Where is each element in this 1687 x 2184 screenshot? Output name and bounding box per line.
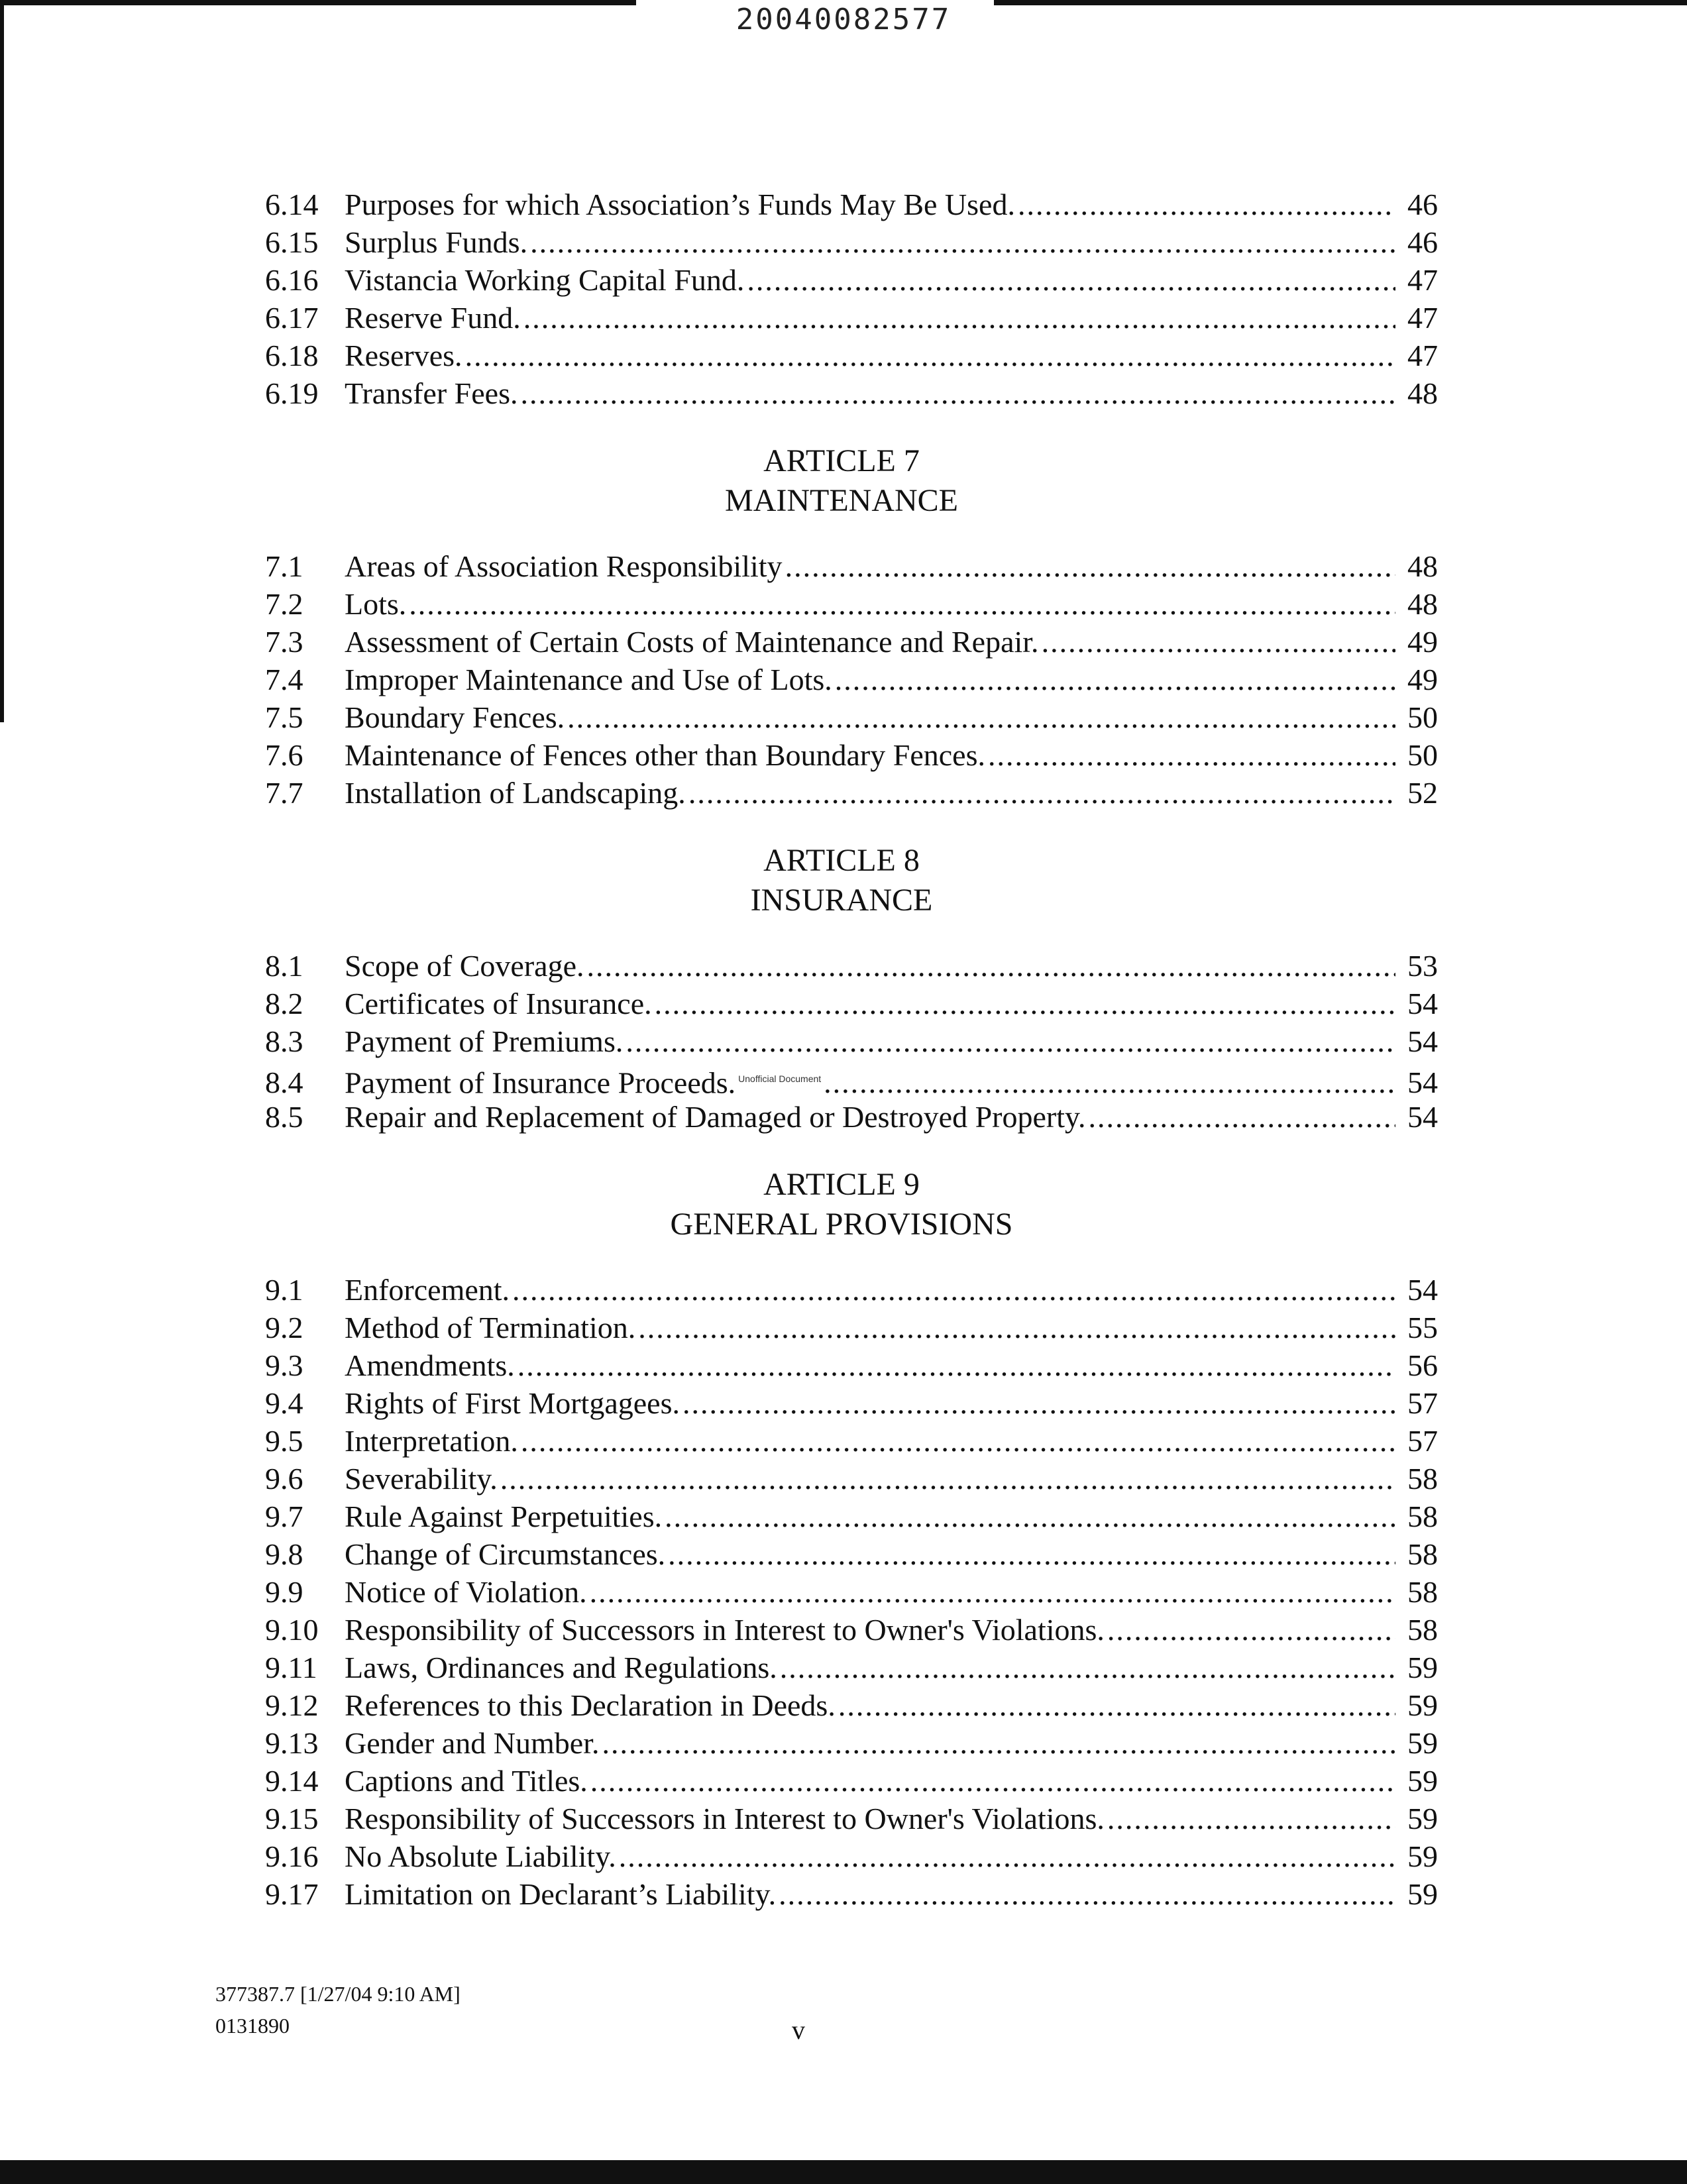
toc-section-title (345, 1875, 776, 1913)
dot-leader (665, 1498, 1395, 1535)
toc-section-number: 9.5 (265, 1424, 303, 1458)
dot-leader (567, 698, 1395, 736)
toc-entry (245, 261, 1438, 299)
toc-section-title-text: Lots. (345, 587, 407, 621)
toc-section-title (345, 774, 686, 812)
page-number: v (792, 2015, 805, 2045)
toc-section-title-text: Payment of Insurance Proceeds. (345, 1065, 736, 1100)
toc-section-number: 9.14 (265, 1764, 319, 1798)
toc-section-title (345, 1535, 665, 1573)
dot-leader (521, 374, 1396, 412)
dot-leader (668, 1535, 1395, 1573)
toc-section-title (345, 1724, 600, 1762)
toc-page-number: 50 (1407, 738, 1438, 772)
toc-entry (245, 585, 1438, 623)
toc-entry (245, 985, 1438, 1022)
toc-section-number: 9.10 (265, 1613, 319, 1647)
toc-section-title (345, 1573, 587, 1611)
toc-page-number: 58 (1407, 1537, 1438, 1571)
toc-section-title-text: Installation of Landscaping. (345, 776, 686, 810)
article-heading (245, 441, 1438, 521)
toc-section-title (345, 947, 584, 985)
toc-section-number: 8.3 (265, 1024, 303, 1058)
toc-section-title (345, 1460, 498, 1498)
toc-section-title (345, 261, 744, 299)
scan-border-left (0, 0, 4, 722)
toc-section-number: 9.15 (265, 1802, 319, 1835)
toc-section-number: 9.13 (265, 1726, 319, 1760)
toc-section-number: 9.3 (265, 1348, 303, 1382)
toc-section-title (345, 623, 1039, 661)
toc-section-number: 7.5 (265, 700, 303, 734)
toc-section-title-text: No Absolute Liability. (345, 1839, 616, 1873)
toc-entry (245, 1384, 1438, 1422)
toc-section-title (345, 1837, 616, 1875)
dot-leader (988, 736, 1395, 774)
footer-ref-line-2: 0131890 (215, 2014, 290, 2038)
toc-section-number: 6.14 (265, 188, 319, 221)
toc-section-number: 7.2 (265, 587, 303, 621)
toc-page-number: 52 (1407, 776, 1438, 810)
toc-entry (245, 299, 1438, 337)
toc-page-number: 54 (1407, 1100, 1438, 1134)
toc-entry (245, 1460, 1438, 1498)
toc-page-number: 58 (1407, 1613, 1438, 1647)
toc-section-title-text: Limitation on Declarant’s Liability. (345, 1877, 777, 1911)
toc-entry (245, 1346, 1438, 1384)
toc-page-number: 54 (1407, 1024, 1438, 1058)
toc-section-title-text: Scope of Coverage. (345, 949, 584, 983)
toc-section-title (345, 1611, 1105, 1649)
toc-section-title (345, 1098, 1086, 1136)
dot-leader (521, 1422, 1395, 1460)
toc-entry (245, 1686, 1438, 1724)
toc-section-number: 9.16 (265, 1839, 319, 1873)
dot-leader (1018, 186, 1395, 223)
toc-entry (245, 1800, 1438, 1837)
toc-section-title-text: Responsibility of Successors in Interest to Owner's Violations. (345, 1613, 1105, 1647)
toc-page-number: 54 (1407, 1273, 1438, 1307)
toc-section-number: 6.18 (265, 339, 319, 372)
toc-page-number: 59 (1407, 1802, 1438, 1835)
toc-page-number: 59 (1407, 1688, 1438, 1722)
dot-leader (590, 1573, 1395, 1611)
dot-leader (517, 1346, 1395, 1384)
toc-page-number: 54 (1407, 1065, 1438, 1100)
toc-page-number: 58 (1407, 1575, 1438, 1609)
toc-section-title-text: Payment of Premiums. (345, 1024, 624, 1058)
dot-leader (682, 1384, 1395, 1422)
toc-section-number: 7.1 (265, 549, 303, 583)
toc-entry (245, 223, 1438, 261)
toc-section-title-text: Improper Maintenance and Use of Lots. (345, 663, 832, 696)
toc-section-number: 9.2 (265, 1311, 303, 1344)
toc-section-title-text: Rule Against Perpetuities. (345, 1500, 663, 1533)
toc-section-title (345, 547, 783, 585)
toc-entry (245, 698, 1438, 736)
toc-page-number: 49 (1407, 625, 1438, 659)
toc-page-number: 59 (1407, 1764, 1438, 1798)
toc-section-title-text: Assessment of Certain Costs of Maintenance and Repair. (345, 625, 1039, 659)
unofficial-document-stamp: Unofficial Document (738, 1073, 822, 1084)
toc-page-number: 59 (1407, 1726, 1438, 1760)
dot-leader (590, 1762, 1395, 1800)
article-heading (245, 841, 1438, 920)
dot-leader (465, 337, 1395, 374)
toc-section-number: 9.1 (265, 1273, 303, 1307)
toc-section-number: 9.12 (265, 1688, 319, 1722)
toc-section-number: 9.17 (265, 1877, 319, 1911)
toc-section-number: 7.7 (265, 776, 303, 810)
dot-leader (1089, 1098, 1395, 1136)
toc-section-number: 8.1 (265, 949, 303, 983)
toc-page-number: 53 (1407, 949, 1438, 983)
toc-page-number: 50 (1407, 700, 1438, 734)
toc-section-title (345, 1022, 623, 1060)
toc-section-title-text: Repair and Replacement of Damaged or Destroyed Property. (345, 1100, 1086, 1134)
dot-leader (530, 223, 1395, 261)
toc-section-number: 6.15 (265, 225, 319, 259)
toc-entry (245, 623, 1438, 661)
toc-section-title (345, 1384, 680, 1422)
toc-section-number: 8.4 (265, 1065, 303, 1100)
dot-leader (602, 1724, 1396, 1762)
toc-entry (245, 1498, 1438, 1535)
toc-section-number: 9.8 (265, 1537, 303, 1571)
toc-entry (245, 1649, 1438, 1686)
dot-leader (785, 547, 1395, 585)
toc-section-title-text: Responsibility of Successors in Interest to Owner's Violations. (345, 1802, 1105, 1835)
toc-section-number: 9.9 (265, 1575, 303, 1609)
article-number: ARTICLE 8 (763, 843, 920, 878)
dot-leader (1107, 1611, 1395, 1649)
toc-entry (245, 1422, 1438, 1460)
toc-entry (245, 1875, 1438, 1913)
toc-section-title (345, 661, 832, 698)
toc-page-number: 57 (1407, 1424, 1438, 1458)
toc-page-number: 59 (1407, 1839, 1438, 1873)
dot-leader (587, 947, 1396, 985)
toc-section-number: 6.19 (265, 376, 319, 410)
toc-section-title (345, 337, 463, 374)
toc-entry (245, 1309, 1438, 1346)
toc-entry (245, 1611, 1438, 1649)
toc-section-number: 9.7 (265, 1500, 303, 1533)
toc-page-number: 47 (1407, 339, 1438, 372)
toc-section-title-text: Transfer Fees. (345, 376, 518, 410)
scan-border-bottom (0, 2160, 1687, 2184)
toc-entry (245, 1060, 1438, 1098)
toc-page-number: 54 (1407, 987, 1438, 1020)
dot-leader (655, 985, 1395, 1022)
toc-entry (245, 1098, 1438, 1136)
dot-leader (619, 1837, 1395, 1875)
toc-entry (245, 1573, 1438, 1611)
toc-section-title-text: Gender and Number. (345, 1726, 600, 1760)
toc-section-title-text: Rights of First Mortgagees. (345, 1386, 680, 1420)
dot-leader (500, 1460, 1395, 1498)
toc-entry (245, 337, 1438, 374)
toc-section-number: 8.5 (265, 1100, 303, 1134)
toc-section-title (345, 1649, 777, 1686)
dot-leader (638, 1309, 1395, 1346)
toc-section-title (345, 299, 521, 337)
toc-page-number: 48 (1407, 587, 1438, 621)
toc-entry (245, 1724, 1438, 1762)
toc-page-number: 46 (1407, 188, 1438, 221)
toc-page-number: 59 (1407, 1651, 1438, 1684)
toc-entry (245, 774, 1438, 812)
dot-leader (409, 585, 1395, 623)
dot-leader (1042, 623, 1395, 661)
document-number: 20040082577 (735, 3, 952, 36)
toc-section-title-text: Reserves. (345, 339, 463, 372)
toc-section-title-text: Laws, Ordinances and Regulations. (345, 1651, 777, 1684)
toc-section-title-text: Amendments. (345, 1348, 515, 1382)
article-number: ARTICLE 9 (763, 1167, 920, 1202)
toc-page-number: 57 (1407, 1386, 1438, 1420)
footer-ref-line-1: 377387.7 [1/27/04 9:10 AM] (215, 1982, 461, 2006)
toc-page-number: 48 (1407, 549, 1438, 583)
toc-section-title (345, 1346, 515, 1384)
toc-section-title-text: Method of Termination. (345, 1311, 636, 1344)
toc-section-title (345, 1498, 662, 1535)
toc-section-title (345, 186, 1015, 223)
toc-section-number: 7.3 (265, 625, 303, 659)
dot-leader (1107, 1800, 1395, 1837)
toc-section-title-text: Change of Circumstances. (345, 1537, 666, 1571)
toc-section-title-text: Interpretation. (345, 1424, 518, 1458)
dot-leader (835, 661, 1395, 698)
toc-page-number: 58 (1407, 1500, 1438, 1533)
toc-section-number: 9.4 (265, 1386, 303, 1420)
article-heading (245, 1165, 1438, 1244)
toc-section-title-text: Purposes for which Association’s Funds May Be Used. (345, 188, 1015, 221)
dot-leader (824, 1064, 1395, 1101)
toc-entry (245, 947, 1438, 985)
toc-section-title (345, 1271, 510, 1309)
toc-entry (245, 1535, 1438, 1573)
toc-section-title-text: Certificates of Insurance. (345, 987, 652, 1020)
toc-page-number: 49 (1407, 663, 1438, 696)
dot-leader (626, 1022, 1395, 1060)
article-number: ARTICLE 7 (763, 443, 920, 478)
toc-section-number: 9.6 (265, 1462, 303, 1496)
toc-entry (245, 374, 1438, 412)
toc-section-title (345, 736, 985, 774)
toc-section-title (345, 1309, 635, 1346)
toc-entry (245, 1271, 1438, 1309)
dot-leader (838, 1686, 1395, 1724)
toc-section-title-text: Severability. (345, 1462, 498, 1496)
dot-leader (779, 1875, 1395, 1913)
toc-section-title (345, 1800, 1105, 1837)
toc-section-title-text: Maintenance of Fences other than Boundary Fences. (345, 738, 985, 772)
article-title: INSURANCE (750, 883, 933, 918)
toc-section-number: 7.4 (265, 663, 303, 696)
toc-section-title (345, 985, 652, 1022)
article-title: GENERAL PROVISIONS (670, 1207, 1013, 1242)
toc-page-number: 55 (1407, 1311, 1438, 1344)
toc-section-title-text: References to this Declaration in Deeds. (345, 1688, 836, 1722)
toc-page-number: 59 (1407, 1877, 1438, 1911)
toc-section-title-text: Boundary Fences. (345, 700, 565, 734)
toc-page-number: 47 (1407, 301, 1438, 335)
toc-page-number: 47 (1407, 263, 1438, 297)
toc-section-number: 9.11 (265, 1651, 317, 1684)
toc-section-title-text: Surplus Funds. (345, 225, 528, 259)
toc-section-title-text: Vistancia Working Capital Fund. (345, 263, 745, 297)
toc-section-title (345, 1686, 836, 1724)
toc-entry (245, 186, 1438, 223)
toc-section-title (345, 1060, 821, 1101)
toc-page-number: 46 (1407, 225, 1438, 259)
toc-section-title-text: Enforcement. (345, 1273, 510, 1307)
dot-leader (688, 774, 1395, 812)
toc-section-title (345, 585, 406, 623)
toc-section-title-text: Captions and Titles. (345, 1764, 588, 1798)
toc-section-title-text: Notice of Violation. (345, 1575, 587, 1609)
toc-section-title-text: Areas of Association Responsibility (345, 549, 783, 583)
toc-entry (245, 736, 1438, 774)
dot-leader (512, 1271, 1395, 1309)
footer-reference (215, 1978, 461, 2042)
toc-entry (245, 1022, 1438, 1060)
article-title: MAINTENANCE (725, 483, 958, 518)
toc-entry (245, 547, 1438, 585)
toc-section-number: 7.6 (265, 738, 303, 772)
toc-section-number: 6.17 (265, 301, 319, 335)
toc-section-title (345, 223, 527, 261)
toc-section-title (345, 1762, 588, 1800)
toc-page-number: 48 (1407, 376, 1438, 410)
dot-leader (747, 261, 1395, 299)
toc-entry (245, 661, 1438, 698)
toc-section-number: 8.2 (265, 987, 303, 1020)
toc-section-number: 6.16 (265, 263, 319, 297)
table-of-contents (245, 186, 1438, 1913)
toc-section-title (345, 1422, 518, 1460)
toc-entry (245, 1762, 1438, 1800)
toc-entry (245, 1837, 1438, 1875)
dot-leader (780, 1649, 1395, 1686)
toc-page-number: 58 (1407, 1462, 1438, 1496)
toc-section-title-text: Reserve Fund. (345, 301, 521, 335)
toc-page-number: 56 (1407, 1348, 1438, 1382)
dot-leader (523, 299, 1395, 337)
toc-section-title (345, 698, 565, 736)
toc-section-title (345, 374, 518, 412)
